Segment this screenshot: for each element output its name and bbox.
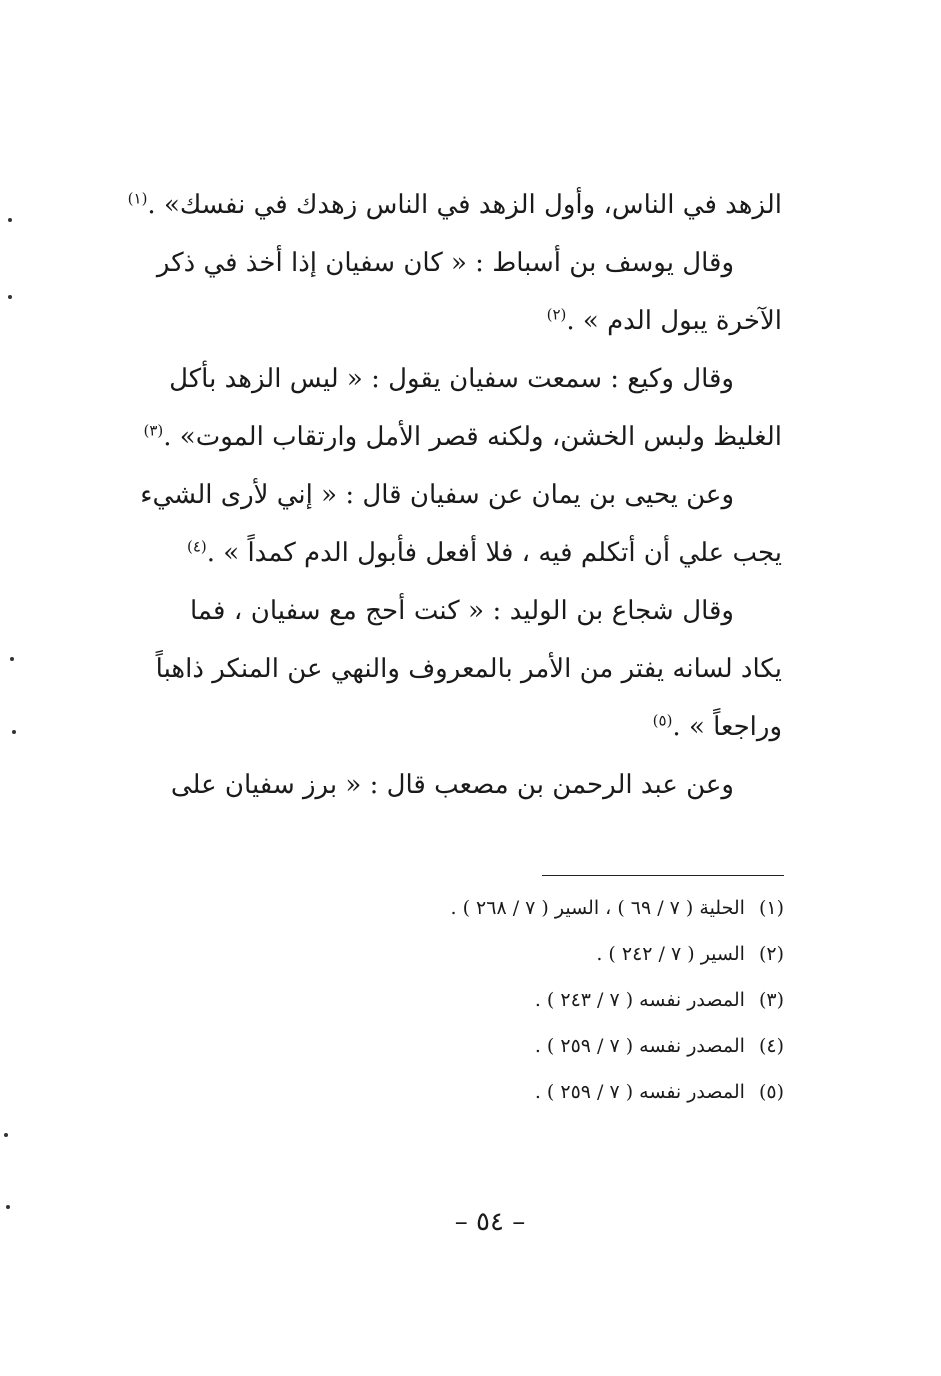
footnote-ref-4[interactable]: (٤) xyxy=(186,537,207,556)
main-text xyxy=(127,176,782,814)
footnote-text: المصدر نفسه ( ٧ / ٢٥٩ ) . xyxy=(534,1035,745,1057)
text-line-2: وقال يوسف بن أسباط : « كان سفيان إذا أخذ في ذكر xyxy=(156,248,734,278)
text-line-11: وعن عبد الرحمن بن مصعب قال : « برز سفيان على xyxy=(170,770,734,800)
text-line-10: وراجعاً » .$^{(٥)}$ xyxy=(652,711,782,742)
footnote-2 xyxy=(300,931,784,977)
footnote-number: (٥) xyxy=(758,1081,784,1103)
scan-speck xyxy=(8,218,12,222)
footnote-text: المصدر نفسه ( ٧ / ٢٥٩ ) . xyxy=(534,1081,745,1103)
footnote-1 xyxy=(300,885,784,931)
text-line-7: يجب علي أن أتكلم فيه ، فلا أفعل فأبول الدم كمداً » .$^{(٤)}$ xyxy=(186,537,782,568)
scan-speck xyxy=(6,1205,10,1209)
text-line-8: وقال شجاع بن الوليد : « كنت أحج مع سفيان ، فما xyxy=(190,596,734,626)
footnote-number: (٤) xyxy=(758,1035,784,1057)
text-line-3: الآخرة يبول الدم » .$^{(٢)}$ xyxy=(546,305,782,336)
footnote-5 xyxy=(300,1069,784,1115)
footnote-4 xyxy=(300,1023,784,1069)
footnote-ref-1[interactable]: (١) xyxy=(127,189,148,208)
footnote-number: (٢) xyxy=(758,943,784,965)
scan-speck xyxy=(4,1133,8,1137)
footnote-3 xyxy=(300,977,784,1023)
footnote-separator xyxy=(542,875,784,876)
text-line-5: الغليظ ولبس الخشن، ولكنه قصر الأمل وارتقاب الموت» .$^{(٣)}$ xyxy=(143,421,782,452)
footnotes xyxy=(300,885,784,1115)
footnote-number: (١) xyxy=(758,897,784,919)
text-line-9: يكاد لسانه يفتر من الأمر بالمعروف والنهي عن المنكر ذاهباً xyxy=(155,654,782,684)
footnote-ref-3[interactable]: (٣) xyxy=(143,421,164,440)
scan-speck xyxy=(12,730,16,734)
page-number: – ٥٤ – xyxy=(454,1207,526,1237)
text-line-4: وقال وكيع : سمعت سفيان يقول : « ليس الزهد بأكل xyxy=(169,364,734,394)
footnote-text: السير ( ٧ / ٢٤٢ ) . xyxy=(596,943,745,965)
footnote-text: الحلية ( ٧ / ٦٩ ) ، السير ( ٧ / ٢٦٨ ) . xyxy=(450,897,745,919)
text-line-6: وعن يحيى بن يمان عن سفيان قال : « إني لأرى الشيء xyxy=(140,480,734,510)
footnote-ref-2[interactable]: (٢) xyxy=(546,305,567,324)
footnote-ref-5[interactable]: (٥) xyxy=(652,711,673,730)
scan-speck xyxy=(8,295,12,299)
scan-speck xyxy=(10,657,14,661)
footnote-text: المصدر نفسه ( ٧ / ٢٤٣ ) . xyxy=(534,989,745,1011)
text-line-1: الزهد في الناس، وأول الزهد في الناس زهدك في نفسك» .$^{(١)}$ xyxy=(127,189,782,220)
footnote-number: (٣) xyxy=(758,989,784,1011)
